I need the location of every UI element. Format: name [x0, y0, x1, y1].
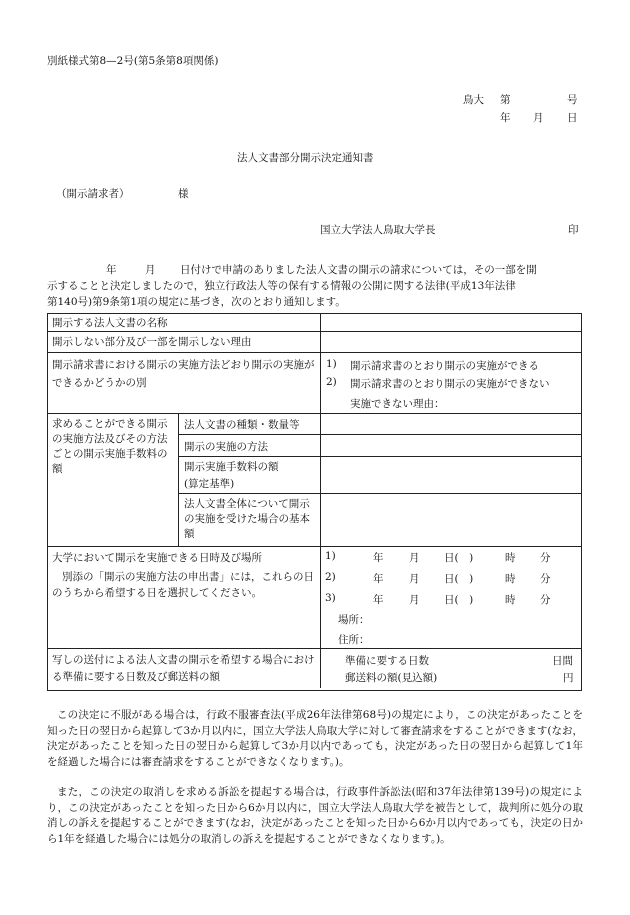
- document-title: 法人文書部分開示決定通知書: [237, 152, 374, 164]
- opt1-text: 開示請求書のとおり開示の実施ができる: [350, 360, 539, 372]
- sub-base-amount: 法人文書全体について開示の実施を受けた場合の基本額: [184, 498, 310, 540]
- slot-minute: 分: [540, 573, 551, 585]
- sub-fee-basis: (算定基準): [184, 478, 235, 490]
- doc-day: 日: [567, 112, 578, 124]
- table-rule: [47, 546, 581, 547]
- table-rule: [47, 648, 581, 649]
- sub-document-kind: 法人文書の種類・数量等: [184, 419, 300, 431]
- doc-year: 年: [500, 112, 511, 124]
- slot-num: 3): [325, 592, 336, 604]
- row-nondisclosure-label: 開示しない部分及び一部を開示しない理由: [52, 336, 252, 348]
- doc-go: 号: [567, 94, 578, 106]
- slot-num: 1): [325, 550, 336, 562]
- reason-label: 実施できない理由：: [350, 398, 445, 410]
- slot-month: 月: [409, 573, 420, 585]
- table-rule: [178, 456, 581, 457]
- prep-days-label: 準備に要する日数: [345, 655, 429, 667]
- slot-year: 年: [373, 552, 384, 564]
- row-mailing-label: 写しの送付による法人文書の開示を希望する場合における準備に要する日数及び郵送料の額: [52, 654, 315, 683]
- recipient-label: （開示請求者）: [56, 188, 130, 200]
- slot-day: 日( ): [444, 552, 474, 564]
- postage-label: 郵送料の額(見込額): [345, 672, 438, 684]
- slot-day: 日( ): [444, 573, 474, 585]
- intro-line-2: 示することと決定しましたので，独立行政法人等の保有する情報の公開に関する法律(平成13年法律: [47, 280, 516, 292]
- sub-method: 開示の実施の方法: [184, 441, 268, 453]
- table-rule: [47, 331, 581, 332]
- row-document-name-label: 開示する法人文書の名称: [52, 317, 168, 329]
- slot-month: 月: [409, 594, 420, 606]
- appeal-note: この決定に不服がある場合は，行政不服審査法(平成26年法律第68号)の規定により，この決定があったことを知った日の翌日から起算して3か月以内に，国立大学法人鳥取大学に対して審査請求をすることができます(なお，決定があったことを知った日の翌日から起算して3か月以内であっても，決定があった日の翌日から起算して1年を経過した場合には審査請求をすることができなくなります。)。: [47, 709, 583, 768]
- slot-day: 日( ): [444, 594, 474, 606]
- table-rule: [47, 352, 581, 353]
- doc-prefix: 鳥大: [463, 94, 484, 106]
- row-method-label: 開示請求書における開示の実施方法どおり開示の実施ができるかどうかの別: [52, 359, 315, 389]
- intro-line-1: 日付けで申請のありました法人文書の開示の請求については，その一部を開: [180, 264, 537, 276]
- slot-hour: 時: [505, 573, 516, 585]
- table-rule: [178, 434, 581, 435]
- slot-hour: 時: [505, 552, 516, 564]
- intro-year: 年: [106, 264, 117, 276]
- slot-minute: 分: [540, 552, 551, 564]
- table-rule: [320, 313, 321, 546]
- recipient-sama: 様: [178, 188, 189, 200]
- lawsuit-note: また，この決定の取消しを求める訴訟を提起する場合は，行政事件訴訟法(昭和37年法律第139号)の規定により，この決定があったことを知った日から6か月以内に，国立大学法人鳥取大学を被告として，裁判所に処分の取消しの訴えを提起することができます(なお，決定があったことを知った日から6か月以内であっても，決定の日から1年を経過した場合には処分の取消しの訴えを提起することができなくなります。)。: [47, 786, 583, 845]
- opt2-num: 2): [326, 376, 337, 388]
- intro-line-3: 第140号)第9条第1項の規定に基づき，次のとおり通知します。: [47, 296, 346, 308]
- address-label: 住所：: [338, 634, 370, 646]
- row-schedule-label: 大学において開示を実施できる日時及び場所: [52, 552, 262, 564]
- row-available-methods-label: 求めることができる開示の実施方法及びその方法ごとの開示実施手数料の額: [52, 418, 168, 475]
- table-rule: [178, 493, 581, 494]
- slot-month: 月: [409, 552, 420, 564]
- table-rule: [320, 546, 321, 688]
- sub-fee: 開示実施手数料の額: [184, 461, 279, 473]
- schedule-note: 別添の「開示の実施方法の申出書」には，これらの日のうちから希望する日を選択してください。: [52, 571, 314, 599]
- table-rule: [178, 413, 179, 546]
- opt1-num: 1): [326, 358, 337, 370]
- form-id: 別紙様式第8—2号(第5条第8項関係): [47, 55, 219, 67]
- slot-year: 年: [373, 573, 384, 585]
- slot-year: 年: [373, 594, 384, 606]
- seal-mark: 印: [568, 224, 579, 236]
- slot-num: 2): [325, 571, 336, 583]
- slot-minute: 分: [540, 594, 551, 606]
- table-rule: [47, 413, 581, 414]
- sender-name: 国立大学法人鳥取大学長: [320, 224, 436, 236]
- opt2-text: 開示請求書のとおり開示の実施ができない: [350, 378, 550, 390]
- doc-dai: 第: [500, 94, 511, 106]
- place-label: 場所：: [338, 614, 370, 626]
- postage-unit: 円: [563, 672, 574, 684]
- doc-month: 月: [533, 112, 544, 124]
- intro-month: 月: [145, 264, 156, 276]
- slot-hour: 時: [505, 594, 516, 606]
- prep-days-unit: 日間: [552, 655, 573, 667]
